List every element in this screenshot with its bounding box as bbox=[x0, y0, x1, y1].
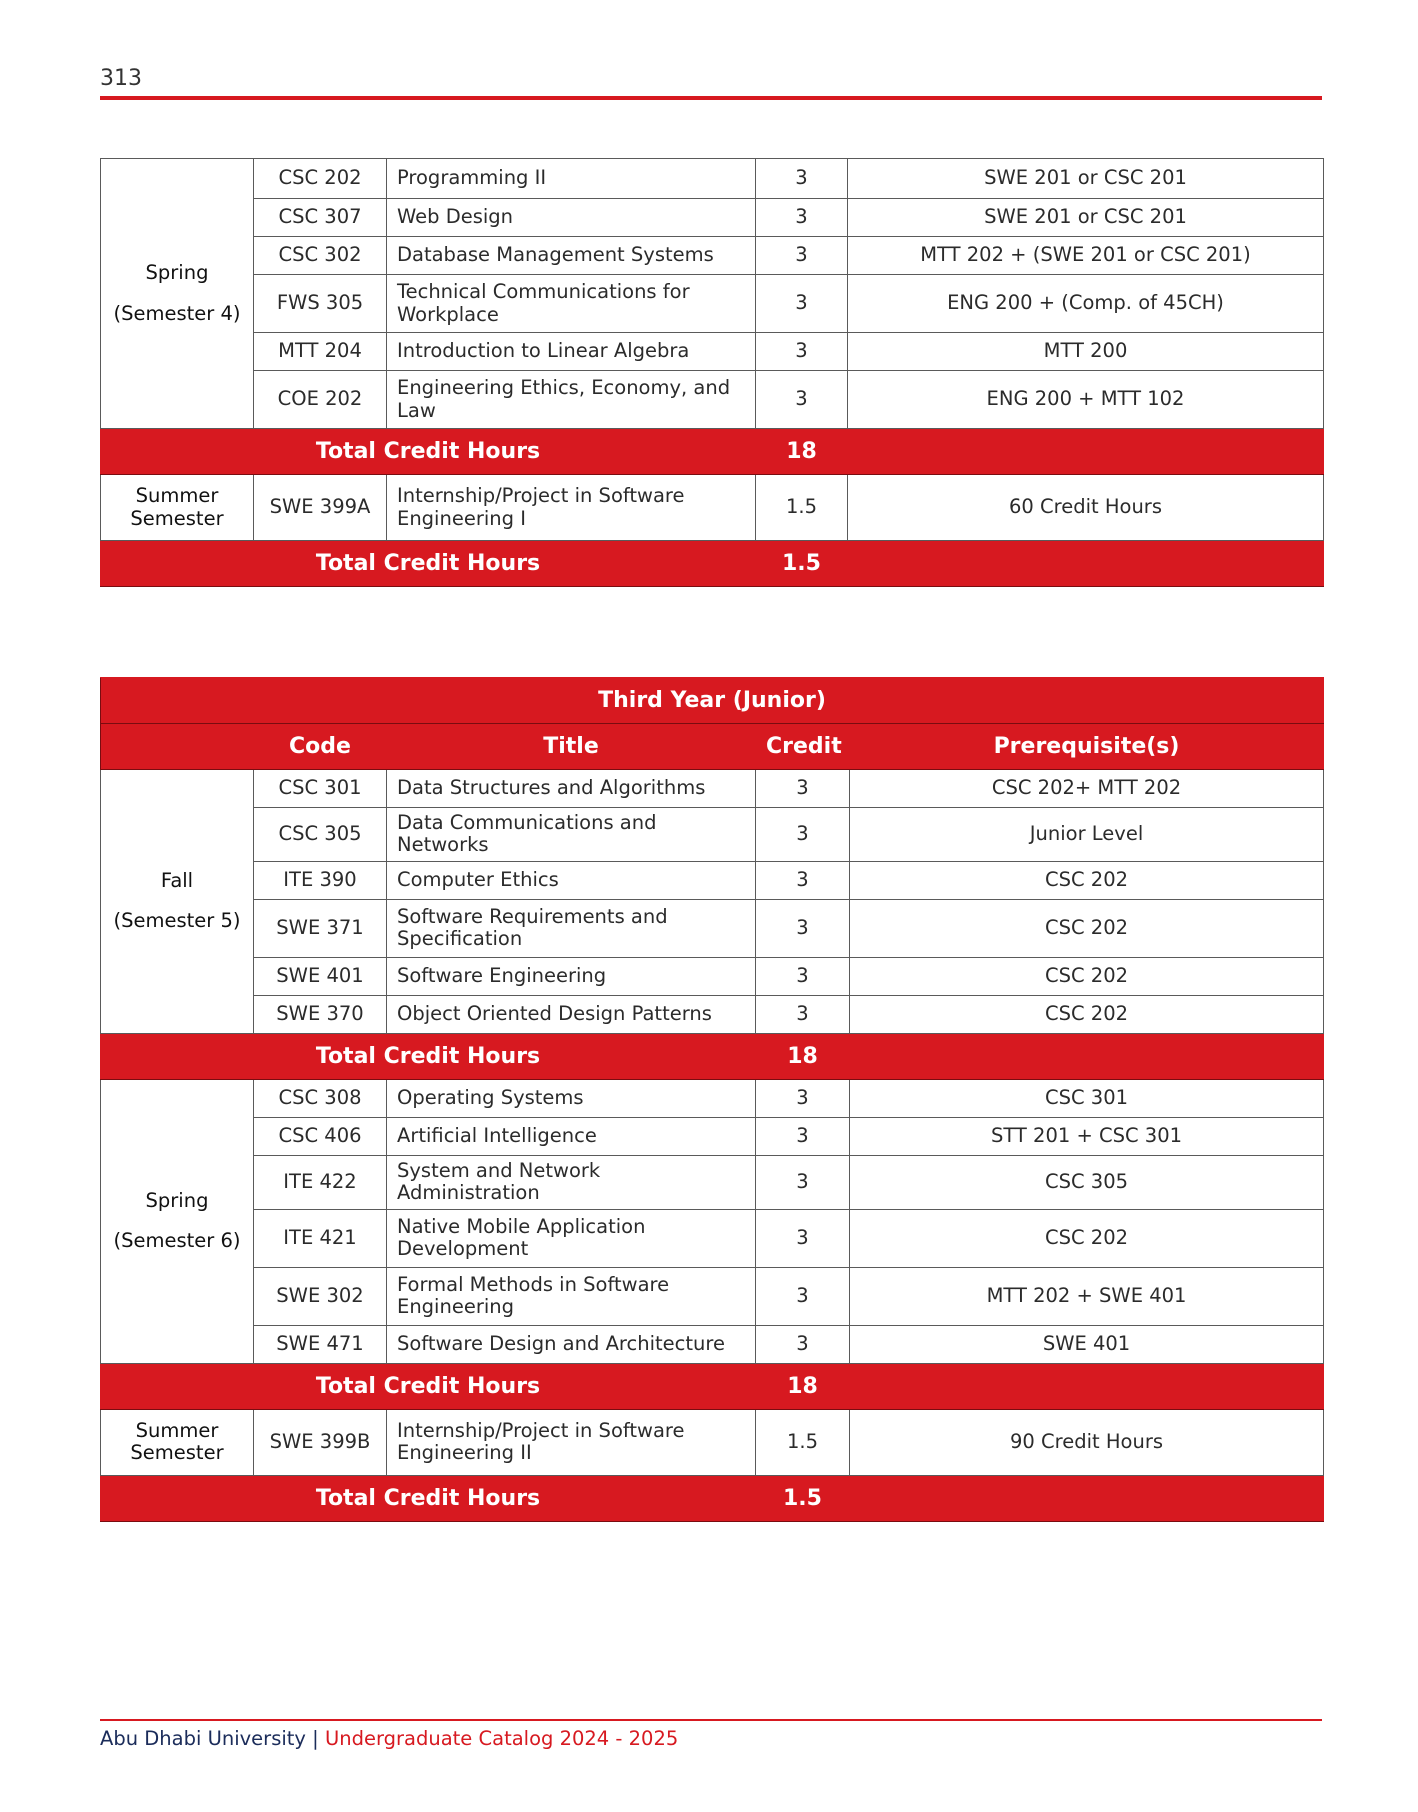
total-row-spring-6 bbox=[101, 1363, 1324, 1409]
course-code: SWE 370 bbox=[254, 995, 387, 1033]
course-code: ITE 390 bbox=[254, 861, 387, 899]
course-prerequisite: CSC 305 bbox=[850, 1155, 1324, 1209]
course-credit: 3 bbox=[756, 1209, 850, 1267]
course-prerequisite: MTT 200 bbox=[848, 333, 1324, 371]
course-credit: 3 bbox=[756, 159, 848, 199]
total-value: 18 bbox=[756, 429, 848, 475]
total-value: 1.5 bbox=[756, 1475, 850, 1521]
course-row bbox=[101, 237, 1324, 275]
course-table-second-year-end bbox=[100, 158, 1324, 587]
course-title: System and Network Administration bbox=[387, 1155, 756, 1209]
total-label: Total Credit Hours bbox=[101, 1033, 756, 1079]
course-code: SWE 401 bbox=[254, 957, 387, 995]
course-code: SWE 399A bbox=[254, 475, 387, 541]
header-credit: Credit bbox=[756, 724, 850, 770]
course-code: COE 202 bbox=[254, 371, 387, 429]
course-row bbox=[101, 770, 1324, 808]
semester-name: Spring bbox=[145, 261, 209, 285]
course-prerequisite: MTT 202 + (SWE 201 or CSC 201) bbox=[848, 237, 1324, 275]
course-prerequisite: SWE 201 or CSC 201 bbox=[848, 199, 1324, 237]
course-code: CSC 305 bbox=[254, 808, 387, 862]
semester-label-summer: Summer Semester bbox=[101, 475, 254, 541]
total-label: Total Credit Hours bbox=[101, 1363, 756, 1409]
header-code: Code bbox=[254, 724, 387, 770]
course-row bbox=[101, 199, 1324, 237]
column-header-row bbox=[101, 724, 1324, 770]
course-prerequisite: CSC 202 bbox=[850, 957, 1324, 995]
header-prerequisites: Prerequisite(s) bbox=[850, 724, 1324, 770]
course-row bbox=[101, 808, 1324, 862]
course-code: CSC 301 bbox=[254, 770, 387, 808]
semester-name: Spring bbox=[145, 1188, 209, 1212]
course-row bbox=[101, 1079, 1324, 1117]
course-credit: 3 bbox=[756, 957, 850, 995]
course-credit: 3 bbox=[756, 995, 850, 1033]
total-row-summer-2 bbox=[101, 1475, 1324, 1521]
course-credit: 3 bbox=[756, 371, 848, 429]
course-row bbox=[101, 371, 1324, 429]
course-row bbox=[101, 995, 1324, 1033]
course-code: CSC 302 bbox=[254, 237, 387, 275]
course-title: Data Structures and Algorithms bbox=[387, 770, 756, 808]
header-empty-cell bbox=[101, 724, 254, 770]
total-label: Total Credit Hours bbox=[101, 541, 756, 587]
course-prerequisite: CSC 202 bbox=[850, 861, 1324, 899]
course-code: SWE 399B bbox=[254, 1409, 387, 1475]
semester-number: (Semester 5) bbox=[113, 909, 241, 933]
course-title: Introduction to Linear Algebra bbox=[387, 333, 756, 371]
course-title: Software Design and Architecture bbox=[387, 1325, 756, 1363]
course-title: Computer Ethics bbox=[387, 861, 756, 899]
page-number: 313 bbox=[100, 66, 142, 91]
course-prerequisite: CSC 202 bbox=[850, 1209, 1324, 1267]
course-prerequisite: SWE 401 bbox=[850, 1325, 1324, 1363]
course-credit: 3 bbox=[756, 808, 850, 862]
course-code: SWE 371 bbox=[254, 899, 387, 957]
course-title: Software Requirements and Specification bbox=[387, 899, 756, 957]
course-row bbox=[101, 861, 1324, 899]
course-row bbox=[101, 1209, 1324, 1267]
course-prerequisite: SWE 201 or CSC 201 bbox=[848, 159, 1324, 199]
course-credit: 3 bbox=[756, 861, 850, 899]
course-prerequisite: STT 201 + CSC 301 bbox=[850, 1117, 1324, 1155]
total-label: Total Credit Hours bbox=[101, 429, 756, 475]
course-code: FWS 305 bbox=[254, 275, 387, 333]
course-credit: 3 bbox=[756, 1325, 850, 1363]
course-title: Internship/Project in Software Engineering II bbox=[387, 1409, 756, 1475]
course-row bbox=[101, 159, 1324, 199]
total-row-fall-5 bbox=[101, 1033, 1324, 1079]
year-title: Third Year (Junior) bbox=[101, 678, 1324, 724]
course-row bbox=[101, 1117, 1324, 1155]
course-prerequisite: CSC 202+ MTT 202 bbox=[850, 770, 1324, 808]
semester-label-summer: Summer Semester bbox=[101, 1409, 254, 1475]
course-credit: 3 bbox=[756, 899, 850, 957]
course-credit: 3 bbox=[756, 1155, 850, 1209]
course-credit: 3 bbox=[756, 275, 848, 333]
course-table-third-year bbox=[100, 677, 1324, 1522]
course-title: Formal Methods in Software Engineering bbox=[387, 1267, 756, 1325]
course-credit: 3 bbox=[756, 237, 848, 275]
course-prerequisite: 60 Credit Hours bbox=[848, 475, 1324, 541]
course-code: ITE 421 bbox=[254, 1209, 387, 1267]
course-prerequisite: CSC 301 bbox=[850, 1079, 1324, 1117]
course-prerequisite: 90 Credit Hours bbox=[850, 1409, 1324, 1475]
summer-course-row bbox=[101, 1409, 1324, 1475]
course-credit: 3 bbox=[756, 1267, 850, 1325]
total-empty-cell bbox=[848, 429, 1324, 475]
course-credit: 3 bbox=[756, 770, 850, 808]
course-credit: 1.5 bbox=[756, 1409, 850, 1475]
semester-label bbox=[101, 1079, 254, 1363]
footer bbox=[100, 1727, 678, 1750]
course-code: CSC 202 bbox=[254, 159, 387, 199]
total-empty-cell bbox=[850, 1033, 1324, 1079]
course-title: Operating Systems bbox=[387, 1079, 756, 1117]
summer-course-row bbox=[101, 475, 1324, 541]
total-row-spring-4 bbox=[101, 429, 1324, 475]
course-prerequisite: Junior Level bbox=[850, 808, 1324, 862]
course-row bbox=[101, 1155, 1324, 1209]
course-credit: 3 bbox=[756, 1079, 850, 1117]
course-title: Web Design bbox=[387, 199, 756, 237]
footer-rule bbox=[100, 1719, 1322, 1721]
semester-name: Fall bbox=[160, 869, 194, 892]
header-title: Title bbox=[387, 724, 756, 770]
course-row bbox=[101, 275, 1324, 333]
course-prerequisite: ENG 200 + (Comp. of 45CH) bbox=[848, 275, 1324, 333]
course-row bbox=[101, 899, 1324, 957]
semester-label bbox=[101, 159, 254, 429]
course-title: Artificial Intelligence bbox=[387, 1117, 756, 1155]
course-code: MTT 204 bbox=[254, 333, 387, 371]
course-title: Programming II bbox=[387, 159, 756, 199]
course-title: Engineering Ethics, Economy, and Law bbox=[387, 371, 756, 429]
course-prerequisite: CSC 202 bbox=[850, 995, 1324, 1033]
course-code: CSC 308 bbox=[254, 1079, 387, 1117]
course-prerequisite: CSC 202 bbox=[850, 899, 1324, 957]
semester-number: (Semester 6) bbox=[113, 1229, 241, 1253]
year-title-row bbox=[101, 678, 1324, 724]
footer-catalog: Undergraduate Catalog 2024 - 2025 bbox=[324, 1727, 679, 1750]
course-code: CSC 307 bbox=[254, 199, 387, 237]
course-code: SWE 302 bbox=[254, 1267, 387, 1325]
course-code: CSC 406 bbox=[254, 1117, 387, 1155]
course-title: Database Management Systems bbox=[387, 237, 756, 275]
total-value: 1.5 bbox=[756, 541, 848, 587]
course-prerequisite: ENG 200 + MTT 102 bbox=[848, 371, 1324, 429]
total-value: 18 bbox=[756, 1033, 850, 1079]
course-credit: 3 bbox=[756, 1117, 850, 1155]
course-title: Data Communications and Networks bbox=[387, 808, 756, 862]
total-value: 18 bbox=[756, 1363, 850, 1409]
course-code: ITE 422 bbox=[254, 1155, 387, 1209]
course-code: SWE 471 bbox=[254, 1325, 387, 1363]
header-rule bbox=[100, 96, 1322, 100]
course-credit: 1.5 bbox=[756, 475, 848, 541]
course-row bbox=[101, 1325, 1324, 1363]
course-prerequisite: MTT 202 + SWE 401 bbox=[850, 1267, 1324, 1325]
total-empty-cell bbox=[848, 541, 1324, 587]
course-row bbox=[101, 957, 1324, 995]
semester-number: (Semester 4) bbox=[113, 301, 241, 325]
total-label: Total Credit Hours bbox=[101, 1475, 756, 1521]
course-title: Software Engineering bbox=[387, 957, 756, 995]
total-row-summer-1 bbox=[101, 541, 1324, 587]
course-row bbox=[101, 1267, 1324, 1325]
course-credit: 3 bbox=[756, 333, 848, 371]
course-title: Technical Communications for Workplace bbox=[387, 275, 756, 333]
footer-university: Abu Dhabi University bbox=[100, 1727, 306, 1750]
course-credit: 3 bbox=[756, 199, 848, 237]
course-title: Internship/Project in Software Engineering I bbox=[387, 475, 756, 541]
total-empty-cell bbox=[850, 1363, 1324, 1409]
total-empty-cell bbox=[850, 1475, 1324, 1521]
course-row bbox=[101, 333, 1324, 371]
footer-separator: | bbox=[312, 1727, 319, 1750]
course-title: Object Oriented Design Patterns bbox=[387, 995, 756, 1033]
course-title: Native Mobile Application Development bbox=[387, 1209, 756, 1267]
semester-label bbox=[101, 770, 254, 1034]
